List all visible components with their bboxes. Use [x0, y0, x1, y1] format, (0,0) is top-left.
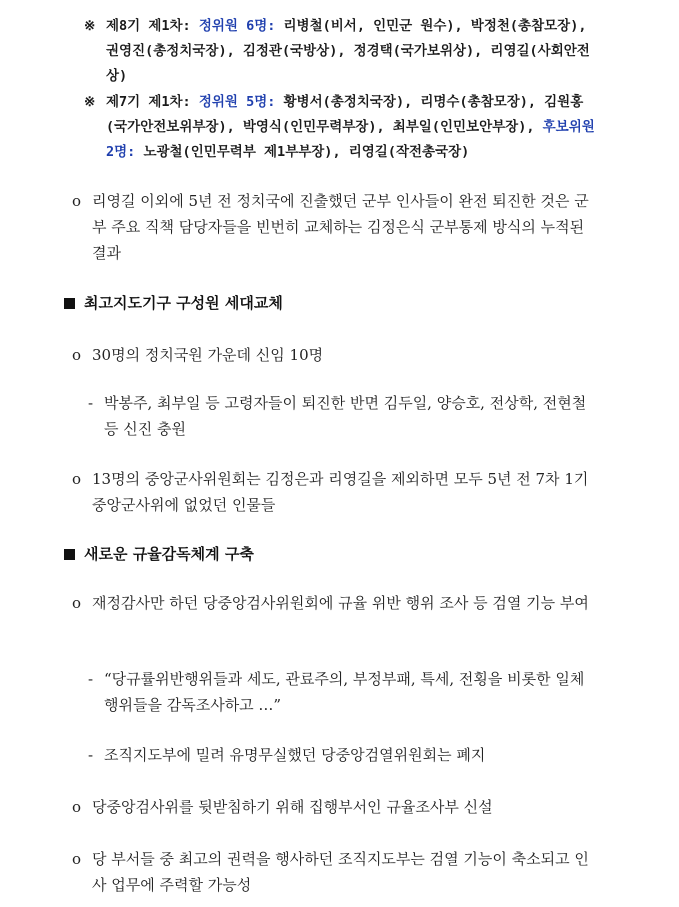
- dash-mark: -: [88, 746, 94, 764]
- bullet-organization-department: [72, 846, 602, 898]
- bullet-military-retirement: [72, 188, 602, 266]
- member-list: 황병서(총정치국장), 리명수(총참모장), 김원홍(국가안전보위부장), 박영식(인민무력부장), 최부일(인민보안부장),: [106, 94, 584, 135]
- reference-mark: ※: [84, 94, 96, 110]
- bullet-text: 13명의 중앙군사위원회는 김정은과 리영길을 제외하면 모두 5년 전 7차 1기 중앙군사위에 없었던 인물들: [92, 470, 589, 514]
- member-count-label: 정위원 5명:: [198, 94, 284, 110]
- member-count-label: 정위원 6명:: [198, 18, 284, 34]
- dash-item-abolished: [88, 742, 602, 768]
- dash-text: “당규률위반행위들과 세도, 관료주의, 부정부패, 특세, 전횡을 비롯한 일체 행위들을 감독조사하고 …”: [104, 670, 585, 714]
- note-label: 제8기 제1차:: [106, 18, 199, 34]
- note-label: 제7기 제1차:: [106, 94, 199, 110]
- section-title: 새로운 규율감독체계 구축: [84, 545, 254, 563]
- section-heading-generation-change: [64, 290, 283, 316]
- bullet-politburo-new: [72, 342, 602, 368]
- note-8th-cmc: [84, 14, 604, 89]
- dash-item-quote: [88, 666, 602, 718]
- dash-item-new-members: [88, 390, 602, 442]
- dash-mark: -: [88, 670, 94, 688]
- note-text: [84, 14, 604, 89]
- bullet-mark: o: [72, 346, 82, 364]
- bullet-text: 30명의 정치국원 가운데 신임 10명: [92, 346, 324, 364]
- bullet-mark: o: [72, 798, 82, 816]
- section-heading-discipline-system: [64, 541, 254, 567]
- dash-text: 박봉주, 최부일 등 고령자들이 퇴진한 반면 김두일, 양승호, 전상학, 전현철 등 신진 충원: [104, 394, 587, 438]
- bullet-text: 리영길 이외에 5년 전 정치국에 진출했던 군부 인사들이 완전 퇴진한 것은 군부 주요 직책 담당자들을 빈번히 교체하는 김정은식 군부통제 방식의 누적된 결과: [92, 192, 589, 262]
- square-bullet-icon: [64, 549, 75, 560]
- square-bullet-icon: [64, 298, 75, 309]
- bullet-inspection-commission: [72, 590, 602, 616]
- alternate-count-label: 후보위원 2명:: [106, 119, 595, 160]
- section-title: 최고지도기구 구성원 세대교체: [84, 294, 283, 312]
- bullet-text: 당 부서들 중 최고의 권력을 행사하던 조직지도부는 검열 기능이 축소되고 인사 업무에 주력할 가능성: [92, 850, 589, 894]
- bullet-mark: o: [72, 192, 82, 210]
- member-list: 리병철(비서, 인민군 원수), 박정천(총참모장), 권영진(총정치국장), 김정관(국방상), 정경택(국가보위상), 리영길(사회안전상): [106, 18, 590, 84]
- bullet-cmc-members: [72, 466, 602, 518]
- note-7th-cmc: [84, 90, 604, 165]
- bullet-mark: o: [72, 850, 82, 868]
- bullet-discipline-department: [72, 794, 602, 820]
- bullet-text: 당중앙검사위를 뒷받침하기 위해 집행부서인 규율조사부 신설: [92, 798, 493, 816]
- bullet-text: 재정감사만 하던 당중앙검사위원회에 규율 위반 행위 조사 등 검열 기능 부여: [92, 594, 589, 612]
- dash-mark: -: [88, 394, 94, 412]
- note-text: [84, 90, 604, 165]
- reference-mark: ※: [84, 18, 96, 34]
- bullet-mark: o: [72, 594, 82, 612]
- bullet-mark: o: [72, 470, 82, 488]
- dash-text: 조직지도부에 밀려 유명무실했던 당중앙검열위원회는 폐지: [104, 746, 486, 764]
- alternate-list: 노광철(인민무력부 제1부부장), 리영길(작전총국장): [143, 144, 470, 160]
